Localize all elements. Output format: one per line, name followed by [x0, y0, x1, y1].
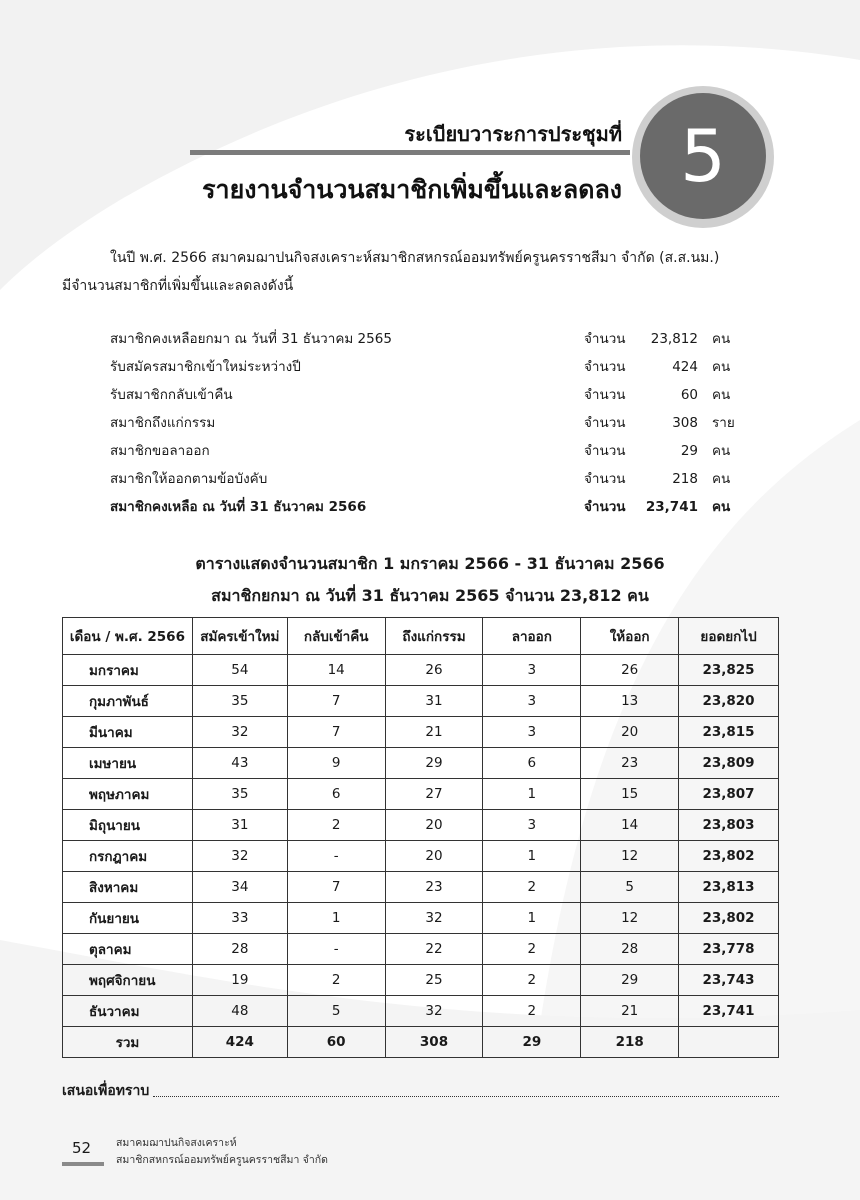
cell-new: 32	[192, 717, 287, 748]
summary-value: 218	[672, 471, 698, 487]
cell-deceased: 29	[385, 748, 483, 779]
page-title: รายงานจำนวนสมาชิกเพิ่มขึ้นและลดลง	[202, 175, 622, 204]
col-header-balance: ยอดยกไป	[679, 618, 779, 655]
member-table	[62, 617, 779, 1058]
cell-resigned: 2	[483, 872, 581, 903]
cell-resigned: 2	[483, 996, 581, 1027]
cell-month: มีนาคม	[63, 717, 193, 748]
table-row	[63, 872, 779, 903]
summary-row-total	[110, 493, 750, 521]
cell-returned: 6	[287, 779, 385, 810]
summary-unit: คน	[712, 387, 731, 403]
cell-returned: 5	[287, 996, 385, 1027]
cell-balance: 23,803	[679, 810, 779, 841]
summary-count-word: จำนวน	[584, 443, 626, 459]
cell-resigned: 6	[483, 748, 581, 779]
acknowledge-label: เสนอเพื่อทราบ	[62, 1083, 150, 1099]
cell-new: 33	[192, 903, 287, 934]
cell-balance: 23,820	[679, 686, 779, 717]
cell-dismissed: 12	[581, 903, 679, 934]
table-row	[63, 996, 779, 1027]
footer-organization	[116, 1135, 328, 1169]
cell-new: 32	[192, 841, 287, 872]
cell-resigned: 2	[483, 934, 581, 965]
table-total-row	[63, 1027, 779, 1058]
cell-month: กรกฎาคม	[63, 841, 193, 872]
cell-new: 31	[192, 810, 287, 841]
cell-resigned: 2	[483, 965, 581, 996]
cell-resigned: 3	[483, 717, 581, 748]
cell-balance: 23,802	[679, 841, 779, 872]
cell-balance: 23,741	[679, 996, 779, 1027]
cell-resigned: 3	[483, 655, 581, 686]
cell-deceased: 25	[385, 965, 483, 996]
summary-row	[110, 409, 750, 437]
cell-total-label: รวม	[63, 1027, 193, 1058]
cell-balance: 23,743	[679, 965, 779, 996]
table-title: ตารางแสดงจำนวนสมาชิก 1 มกราคม 2566 - 31 ธันวาคม 2566	[195, 554, 665, 573]
summary-row	[110, 465, 750, 493]
summary-unit: คน	[712, 359, 731, 375]
cell-balance: 23,813	[679, 872, 779, 903]
cell-month: พฤศจิกายน	[63, 965, 193, 996]
cell-deceased: 32	[385, 903, 483, 934]
summary-unit: คน	[712, 499, 731, 515]
cell-resigned: 3	[483, 686, 581, 717]
cell-deceased: 20	[385, 810, 483, 841]
col-header-returned: กลับเข้าคืน	[287, 618, 385, 655]
cell-dismissed: 20	[581, 717, 679, 748]
summary-count-word: จำนวน	[584, 331, 626, 347]
cell-total-balance	[679, 1027, 779, 1058]
cell-deceased: 20	[385, 841, 483, 872]
cell-dismissed: 21	[581, 996, 679, 1027]
summary-unit: คน	[712, 443, 731, 459]
cell-total-new: 424	[192, 1027, 287, 1058]
cell-deceased: 23	[385, 872, 483, 903]
summary-count-word: จำนวน	[584, 387, 626, 403]
cell-resigned: 1	[483, 903, 581, 934]
table-row	[63, 965, 779, 996]
cell-resigned: 1	[483, 841, 581, 872]
agenda-number-badge: 5	[640, 93, 766, 219]
summary-value: 424	[672, 359, 698, 375]
cell-total-dismissed: 218	[581, 1027, 679, 1058]
summary-value: 308	[672, 415, 698, 431]
cell-dismissed: 23	[581, 748, 679, 779]
summary-unit: คน	[712, 331, 731, 347]
cell-total-resigned: 29	[483, 1027, 581, 1058]
cell-deceased: 26	[385, 655, 483, 686]
table-header-row	[63, 618, 779, 655]
acknowledge-line	[62, 1080, 779, 1102]
col-header-new: สมัครเข้าใหม่	[192, 618, 287, 655]
page-number: 52	[72, 1139, 92, 1157]
cell-returned: 1	[287, 903, 385, 934]
cell-balance: 23,809	[679, 748, 779, 779]
footer-org-line-1: สมาคมฌาปนกิจสงเคราะห์	[116, 1137, 237, 1149]
cell-dismissed: 28	[581, 934, 679, 965]
header-divider	[190, 150, 630, 155]
cell-balance: 23,807	[679, 779, 779, 810]
cell-new: 19	[192, 965, 287, 996]
table-row	[63, 686, 779, 717]
cell-new: 35	[192, 779, 287, 810]
summary-count-word: จำนวน	[584, 499, 626, 515]
cell-month: ธันวาคม	[63, 996, 193, 1027]
table-row	[63, 810, 779, 841]
cell-total-returned: 60	[287, 1027, 385, 1058]
cell-month: มกราคม	[63, 655, 193, 686]
table-row	[63, 748, 779, 779]
summary-label: รับสมาชิกกลับเข้าคืน	[110, 387, 233, 403]
cell-deceased: 21	[385, 717, 483, 748]
summary-row	[110, 437, 750, 465]
cell-deceased: 22	[385, 934, 483, 965]
cell-balance: 23,815	[679, 717, 779, 748]
summary-row	[110, 325, 750, 353]
cell-new: 54	[192, 655, 287, 686]
dotted-fill-line	[153, 1080, 779, 1097]
summary-label: สมาชิกคงเหลือยกมา ณ วันที่ 31 ธันวาคม 2565	[110, 331, 392, 347]
agenda-label: ระเบียบวาระการประชุมที่	[404, 122, 622, 146]
cell-new: 28	[192, 934, 287, 965]
cell-returned: -	[287, 934, 385, 965]
cell-returned: 7	[287, 717, 385, 748]
cell-balance: 23,778	[679, 934, 779, 965]
cell-month: เมษายน	[63, 748, 193, 779]
cell-deceased: 32	[385, 996, 483, 1027]
summary-unit: ราย	[712, 415, 735, 431]
cell-dismissed: 29	[581, 965, 679, 996]
cell-new: 35	[192, 686, 287, 717]
cell-resigned: 1	[483, 779, 581, 810]
table-row	[63, 903, 779, 934]
intro-paragraph	[62, 244, 780, 300]
summary-row	[110, 381, 750, 409]
cell-dismissed: 14	[581, 810, 679, 841]
summary-label: รับสมัครสมาชิกเข้าใหม่ระหว่างปี	[110, 359, 301, 375]
cell-new: 48	[192, 996, 287, 1027]
table-row	[63, 934, 779, 965]
summary-label: สมาชิกคงเหลือ ณ วันที่ 31 ธันวาคม 2566	[110, 499, 367, 515]
summary-unit: คน	[712, 471, 731, 487]
table-row	[63, 841, 779, 872]
cell-dismissed: 5	[581, 872, 679, 903]
cell-month: กันยายน	[63, 903, 193, 934]
cell-returned: 7	[287, 872, 385, 903]
cell-deceased: 31	[385, 686, 483, 717]
cell-returned: 2	[287, 810, 385, 841]
cell-balance: 23,825	[679, 655, 779, 686]
cell-dismissed: 12	[581, 841, 679, 872]
summary-count-word: จำนวน	[584, 415, 626, 431]
cell-month: มิถุนายน	[63, 810, 193, 841]
footer-org-line-2: สมาชิกสหกรณ์ออมทรัพย์ครูนครราชสีมา จำกัด	[116, 1154, 328, 1166]
intro-line-2: มีจำนวนสมาชิกที่เพิ่มขึ้นและลดลงดังนี้	[62, 278, 294, 294]
cell-new: 43	[192, 748, 287, 779]
summary-label: สมาชิกให้ออกตามข้อบังคับ	[110, 471, 268, 487]
cell-dismissed: 13	[581, 686, 679, 717]
summary-value: 60	[680, 387, 698, 403]
summary-label: สมาชิกขอลาออก	[110, 443, 210, 459]
cell-month: ตุลาคม	[63, 934, 193, 965]
table-row	[63, 779, 779, 810]
cell-returned: 2	[287, 965, 385, 996]
member-summary	[110, 325, 750, 521]
col-header-resigned: ลาออก	[483, 618, 581, 655]
cell-deceased: 27	[385, 779, 483, 810]
cell-dismissed: 26	[581, 655, 679, 686]
summary-count-word: จำนวน	[584, 359, 626, 375]
cell-month: สิงหาคม	[63, 872, 193, 903]
cell-returned: -	[287, 841, 385, 872]
table-row	[63, 717, 779, 748]
footer-bar	[62, 1162, 104, 1166]
cell-returned: 9	[287, 748, 385, 779]
summary-row	[110, 353, 750, 381]
cell-new: 34	[192, 872, 287, 903]
summary-value: 23,741	[645, 499, 698, 515]
table-subtitle: สมาชิกยกมา ณ วันที่ 31 ธันวาคม 2565 จำนวน 23,812 คน	[211, 586, 649, 605]
col-header-month: เดือน / พ.ศ. 2566	[63, 618, 193, 655]
intro-line-1: ในปี พ.ศ. 2566 สมาคมฌาปนกิจสงเคราะห์สมาชิกสหกรณ์ออมทรัพย์ครูนครราชสีมา จำกัด (ส.ส.นม.)	[110, 250, 720, 266]
summary-count-word: จำนวน	[584, 471, 626, 487]
cell-returned: 7	[287, 686, 385, 717]
cell-returned: 14	[287, 655, 385, 686]
cell-balance: 23,802	[679, 903, 779, 934]
summary-label: สมาชิกถึงแก่กรรม	[110, 415, 216, 431]
cell-resigned: 3	[483, 810, 581, 841]
cell-month: พฤษภาคม	[63, 779, 193, 810]
col-header-dismissed: ให้ออก	[581, 618, 679, 655]
summary-value: 23,812	[650, 331, 698, 347]
table-row	[63, 655, 779, 686]
cell-month: กุมภาพันธ์	[63, 686, 193, 717]
cell-dismissed: 15	[581, 779, 679, 810]
summary-value: 29	[680, 443, 698, 459]
col-header-deceased: ถึงแก่กรรม	[385, 618, 483, 655]
cell-total-deceased: 308	[385, 1027, 483, 1058]
